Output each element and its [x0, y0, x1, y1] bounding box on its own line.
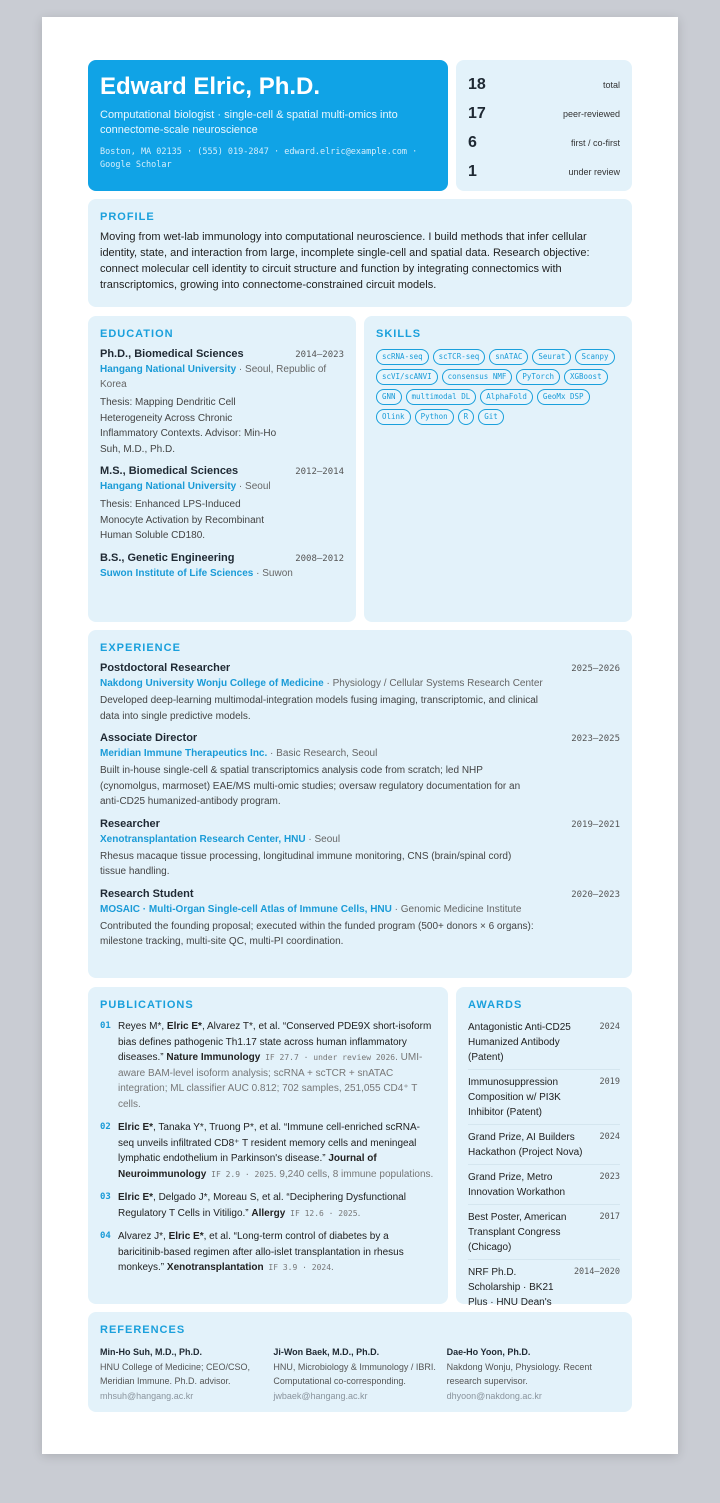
experience-header	[100, 888, 620, 900]
years: 2019–2021	[571, 819, 620, 830]
impact-factor: IF 2.9 · 2025	[206, 1169, 274, 1179]
publication-note: . UMI-aware BAM-level isoform analysis; scRNA + scTCR + snATAC integration; ML classifier AUC 0.812; 702 samples, 251,055 CD4⁺ T cells.	[118, 1052, 423, 1110]
skill-chip: GeoMx DSP	[537, 389, 590, 405]
organization-line	[100, 902, 620, 917]
thesis: Thesis: Enhanced LPS-Induced Monocyte Activation by Recombinant Human Soluble CD180.	[100, 499, 264, 541]
organization-line	[100, 746, 620, 761]
journal: Allergy	[251, 1207, 286, 1219]
journal: Xenotransplantation	[166, 1262, 264, 1273]
award-item	[468, 1260, 620, 1315]
stat-total	[468, 70, 620, 99]
skill-chip: R	[458, 409, 475, 425]
thesis: Thesis: Mapping Dendritic Cell Heterogeneity Across Chronic Inflammatory Contexts. Advisor: Min-Ho Suh, M.D., Ph.D.	[100, 397, 277, 455]
role: Associate Director	[100, 732, 198, 744]
stat-label: total	[602, 79, 620, 90]
location: · Seoul	[236, 481, 271, 492]
publication-number: 02	[100, 1122, 111, 1132]
citation	[118, 1019, 436, 1112]
skill-chip: snATAC	[489, 349, 528, 365]
skill-chip: Olink	[376, 409, 411, 425]
institution: Hangang National University	[100, 481, 237, 492]
skill-chip: Scanpy	[575, 349, 614, 365]
reference-name: Dae-Ho Yoon, Ph.D.	[446, 1347, 531, 1357]
publication-note: .	[357, 1207, 361, 1219]
education-header	[100, 552, 344, 564]
stat-value: 18	[468, 75, 486, 93]
publication-note: .	[331, 1262, 334, 1273]
skill-chip: GNN	[376, 389, 402, 405]
publication-list	[100, 1019, 436, 1276]
years: 2020–2023	[571, 889, 620, 900]
section-title: PUBLICATIONS	[100, 999, 194, 1011]
description: Rhesus macaque tissue processing, longitudinal immune monitoring, CNS (brain/spinal cord) tissue handling.	[100, 850, 512, 877]
stat-under-review	[468, 157, 620, 186]
section-title: EDUCATION	[100, 328, 174, 340]
award-year: 2024	[599, 1022, 620, 1032]
citation-body: , Tanaka Y*, Truong P*, et al. “Immune cell-enriched scRNA-seq unveils infiltrated CD8⁺ T resident memory cells and meningeal lymphatic endothelium in Parkinson's disease.”	[118, 1122, 421, 1164]
reference-description: HNU, Microbiology & Immunology / IBRI. Computational co-corresponding.	[273, 1361, 436, 1386]
institution: Suwon Institute of Life Sciences	[100, 567, 254, 579]
skill-chip: multimodal DL	[406, 389, 477, 405]
skill-chip: scRNA-seq	[376, 349, 429, 365]
years: 2014–2023	[295, 350, 344, 360]
citation-body: , Delgado J*, Moreau S, et al. “Deciphering Dysfunctional Regulatory T Cells in Vitiligo.”	[118, 1192, 406, 1219]
experience-header	[100, 662, 620, 674]
publication-item	[100, 1019, 436, 1112]
award-name: Grand Prize, AI Builders Hackathon (Project Nova)	[468, 1132, 583, 1158]
section-title: EXPERIENCE	[100, 642, 181, 654]
skill-chip: scTCR-seq	[433, 349, 486, 365]
skill-chip: Seurat	[532, 349, 571, 365]
stat-peer-reviewed	[468, 99, 620, 128]
award-year: 2019	[599, 1077, 620, 1087]
references-section	[88, 1312, 632, 1412]
stat-value: 6	[468, 133, 477, 151]
publication-number: 01	[100, 1021, 111, 1031]
education-header	[100, 348, 344, 360]
years: 2023–2025	[571, 734, 620, 744]
stat-first-author	[468, 128, 620, 157]
reference-item	[100, 1345, 273, 1403]
organization-detail: · Basic Research, Seoul	[267, 748, 378, 759]
citation-body: , et al. “Long-term control of diabetes by a baricitinib-based regimen after allo-islet transplantation in rhesus monkeys.”	[118, 1231, 404, 1273]
skills-section	[364, 316, 632, 622]
reference-email[interactable]: jwbaek@hangang.ac.kr	[273, 1390, 368, 1401]
reference-name: Ji-Won Baek, M.D., Ph.D.	[273, 1347, 380, 1357]
award-item	[468, 1165, 620, 1205]
award-year: 2023	[599, 1172, 620, 1182]
impact-factor: IF 3.9 · 2024	[263, 1263, 332, 1272]
author-self: Elric E*	[166, 1021, 202, 1032]
skill-chip: Python	[415, 409, 454, 425]
publication-note: . 9,240 cells, 8 immune populations.	[273, 1168, 434, 1180]
stat-label: first / co-first	[571, 137, 620, 148]
education-item	[100, 348, 344, 457]
authors-before: Reyes M*,	[118, 1021, 167, 1032]
author-self: Elric E*	[118, 1122, 154, 1133]
author-self: Elric E*	[118, 1192, 154, 1203]
organization-line	[100, 676, 620, 691]
skill-chip: consensus NMF	[442, 369, 513, 385]
journal: Journal of Neuroimmunology	[118, 1153, 377, 1180]
reference-item	[447, 1345, 620, 1403]
award-year: 2017	[599, 1212, 620, 1222]
role: Research Student	[100, 887, 194, 900]
organization-detail: · Seoul	[305, 833, 341, 845]
award-item	[468, 1125, 620, 1165]
reference-email[interactable]: dhyoon@nakdong.ac.kr	[446, 1390, 542, 1401]
organization-detail: · Genomic Medicine Institute	[391, 903, 522, 915]
award-name: Immunosuppression Composition w/ PI3K Inhibitor (Patent)	[468, 1077, 561, 1118]
skill-chip: PyTorch	[516, 369, 560, 385]
publication-number: 03	[100, 1192, 111, 1202]
citation	[118, 1190, 436, 1221]
award-name: Best Poster, American Transplant Congress (Chicago)	[468, 1212, 567, 1253]
description: Built in-house single-cell & spatial transcriptomics analysis code from scratch; led NHP (cynomolgus, marmoset) EAE/MS multi-omic studies; oversaw regulatory documentation for an anti-CD25 humanized-antibody program.	[100, 765, 521, 807]
citation	[118, 1120, 436, 1182]
experience-header	[100, 732, 620, 744]
tagline: Computational biologist · single-cell & spatial multi-omics into connectome-scale neuroscience	[100, 109, 398, 136]
experience-header	[100, 818, 620, 830]
award-name: NRF Ph.D. Scholarship · BK21 Plus · HNU Dean's	[468, 1267, 554, 1308]
section-title: PROFILE	[100, 211, 155, 223]
award-name: Antagonistic Anti-CD25 Humanized Antibody (Patent)	[468, 1022, 571, 1063]
years: 2012–2014	[295, 467, 344, 477]
authors-before: Alvarez J*,	[118, 1231, 169, 1242]
location: · Seoul, Republic of Korea	[100, 364, 327, 390]
skill-chip: AlphaFold	[480, 389, 533, 405]
publication-number: 04	[100, 1231, 111, 1241]
stat-label: under review	[568, 166, 620, 177]
experience-item	[100, 818, 620, 880]
citation	[118, 1229, 436, 1276]
author-self: Elric E*	[168, 1231, 204, 1242]
education-section	[88, 316, 356, 622]
award-item	[468, 1015, 620, 1070]
impact-factor: IF 27.7 · under review 2026	[260, 1053, 396, 1062]
publication-item	[100, 1190, 436, 1221]
stat-value: 17	[468, 104, 486, 122]
publication-item	[100, 1229, 436, 1276]
organization-detail: · Physiology / Cellular Systems Research Center	[323, 678, 543, 689]
experience-item	[100, 732, 620, 810]
section-title: AWARDS	[468, 999, 523, 1011]
skill-chip: XGBoost	[564, 369, 608, 385]
degree: B.S., Genetic Engineering	[100, 551, 235, 564]
award-item	[468, 1070, 620, 1125]
award-item	[468, 1205, 620, 1260]
skill-chip: Git	[478, 409, 504, 425]
experience-item	[100, 662, 620, 724]
education-header	[100, 465, 344, 477]
impact-factor: IF 12.6 · 2025	[285, 1208, 358, 1218]
profile-text: Moving from wet-lab immunology into computational neuroscience. I build methods that infer cellular identity, state, and interaction from large, incomplete single-cell and spatial data. Research objective: connect molecular cell identity to circuit structure and function by integrating connectomics with transcriptomics, growing into connectome-constrained circuit models.	[100, 231, 590, 291]
education-list	[100, 348, 344, 581]
years: 2025–2026	[571, 664, 620, 674]
reference-description: Nakdong Wonju, Physiology. Recent research supervisor.	[446, 1361, 592, 1386]
degree: Ph.D., Biomedical Sciences	[100, 348, 244, 360]
organization-line	[100, 832, 620, 847]
section-title: SKILLS	[376, 328, 422, 340]
profile-section	[88, 199, 632, 307]
publication-item	[100, 1120, 436, 1182]
reference-list	[100, 1345, 620, 1403]
education-item	[100, 465, 344, 544]
experience-section	[88, 630, 632, 978]
resume-page	[42, 17, 678, 1454]
description: Contributed the founding proposal; executed within the funded program (500+ donors × 6 organs): milestone tracking, multi-site QC, multi-PI coordination.	[100, 920, 534, 947]
location: · Suwon	[253, 567, 293, 579]
experience-item	[100, 888, 620, 950]
organization: Nakdong University Wonju College of Medicine	[100, 678, 324, 689]
institution: Hangang National University	[100, 364, 237, 375]
journal: Nature Immunology	[166, 1052, 261, 1063]
organization: Xenotransplantation Research Center, HNU	[100, 833, 306, 845]
role: Researcher	[100, 817, 160, 830]
name-heading: Edward Elric, Ph.D.	[100, 73, 321, 100]
stat-label: peer-reviewed	[562, 108, 620, 119]
award-year: 2024	[599, 1132, 620, 1142]
skill-chips	[376, 349, 620, 425]
degree: M.S., Biomedical Sciences	[100, 465, 239, 477]
organization: MOSAIC · Multi-Organ Single-cell Atlas of Immune Cells, HNU	[100, 903, 392, 915]
contact-line: Boston, MA 02135 · (555) 019-2847 · edward.elric@example.com · Google Scholar	[100, 147, 418, 170]
header-card	[88, 60, 448, 191]
role: Postdoctoral Researcher	[100, 662, 231, 674]
reference-email[interactable]: mhsuh@hangang.ac.kr	[100, 1390, 194, 1401]
award-list	[468, 1015, 620, 1315]
reference-description: HNU College of Medicine; CEO/CSO, Meridian Immune. Ph.D. advisor.	[100, 1361, 251, 1386]
award-name: Grand Prize, Metro Innovation Workathon	[468, 1172, 566, 1198]
reference-name: Min-Ho Suh, M.D., Ph.D.	[100, 1347, 202, 1357]
section-title: REFERENCES	[100, 1324, 186, 1336]
years: 2008–2012	[295, 553, 344, 564]
organization: Meridian Immune Therapeutics Inc.	[100, 748, 268, 759]
education-item	[100, 552, 344, 581]
award-year: 2014–2020	[573, 1267, 620, 1277]
institution-line	[100, 566, 344, 581]
publications-section	[88, 987, 448, 1304]
description: Developed deep-learning multimodal-integration models fusing imaging, transcriptomic, and clinical data into single predictive models.	[100, 695, 539, 722]
reference-item	[273, 1345, 446, 1403]
publication-stats	[456, 60, 632, 191]
citation-body: , Alvarez T*, et al. “Conserved PDE9X short-isoform bias defines pathogenic Th1.17 state across human inflammatory diseases.”	[118, 1021, 432, 1063]
skill-chip: scVI/scANVI	[376, 369, 438, 385]
experience-list	[100, 662, 620, 950]
institution-line	[100, 362, 344, 392]
awards-section	[456, 987, 632, 1308]
institution-line	[100, 479, 344, 494]
stat-value: 1	[468, 162, 477, 180]
